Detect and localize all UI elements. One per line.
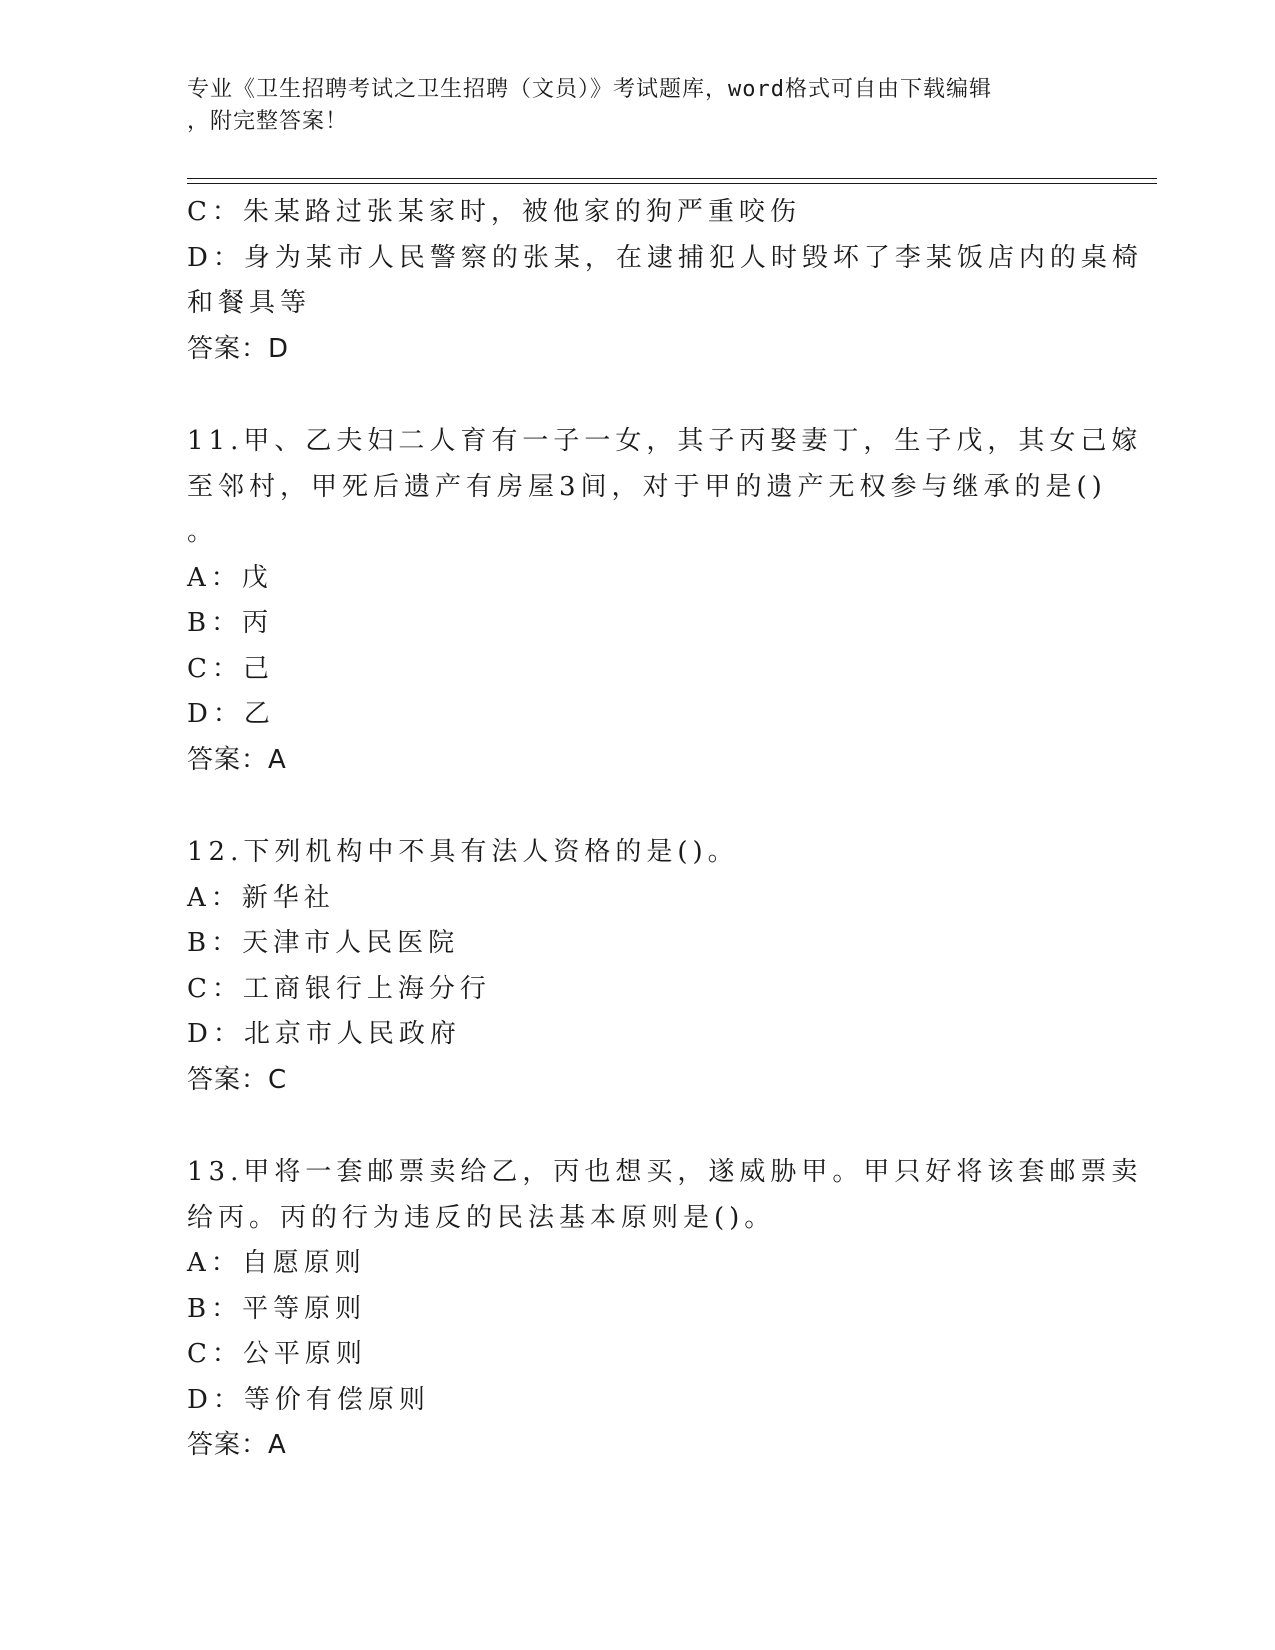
page-header (187, 74, 1067, 138)
header-divider-bottom (187, 183, 1157, 184)
option-d: D：乙 (187, 699, 275, 729)
question-stem-end: 。 (187, 517, 219, 547)
option-d: D：等价有偿原则 (187, 1384, 430, 1415)
question-13 (187, 1150, 1143, 1469)
header-divider-top (187, 178, 1157, 179)
option-a: A：新华社 (187, 882, 335, 913)
header-line-1: 专业《卫生招聘考试之卫生招聘（文员）》考试题库，word格式可自由下载编辑 (187, 77, 992, 102)
answer: 答案：A (187, 1430, 287, 1460)
option-c: C：朱某路过张某家时，被他家的狗严重咬伤 (187, 197, 801, 227)
option-c: C：公平原则 (187, 1339, 367, 1369)
question-11 (187, 419, 1143, 783)
option-d: D：身为某市人民警察的张某，在逮捕犯人时毁坏了李某饭店内的桌椅 (187, 242, 1143, 273)
question-stem: 13.甲将一套邮票卖给乙，丙也想买，遂威胁甲。甲只好将该套邮票卖 (187, 1157, 1143, 1187)
question-stem-continued: 给丙。丙的行为违反的民法基本原则是()。 (187, 1202, 776, 1233)
question-12 (187, 830, 1087, 1103)
answer: 答案：C (187, 1064, 288, 1095)
question-stem: 11.甲、乙夫妇二人育有一子一女，其子丙娶妻丁，生子戊，其女己嫁 (187, 426, 1143, 456)
option-b: B：平等原则 (187, 1293, 367, 1324)
option-a: A：戊 (187, 562, 273, 593)
option-b: B：丙 (187, 608, 274, 638)
option-c: C：己 (187, 653, 274, 684)
option-c: C：工商银行上海分行 (187, 973, 491, 1004)
question-10 (187, 190, 1143, 372)
question-stem-continued: 至邻村，甲死后遗产有房屋3间，对于甲的遗产无权参与继承的是() (187, 471, 1107, 502)
question-stem: 12.下列机构中不具有法人资格的是()。 (187, 837, 739, 867)
option-a: A：自愿原则 (187, 1248, 366, 1278)
header-line-2: ，附完整答案！ (187, 109, 349, 134)
answer: 答案：D (187, 333, 290, 364)
option-d-continued: 和餐具等 (187, 288, 312, 318)
option-b: B：天津市人民医院 (187, 928, 460, 958)
spacer (187, 372, 1087, 419)
answer: 答案：A (187, 744, 287, 775)
spacer (187, 783, 1087, 830)
option-d: D：北京市人民政府 (187, 1019, 461, 1049)
question-list (187, 190, 1143, 1469)
spacer (187, 1103, 1087, 1150)
